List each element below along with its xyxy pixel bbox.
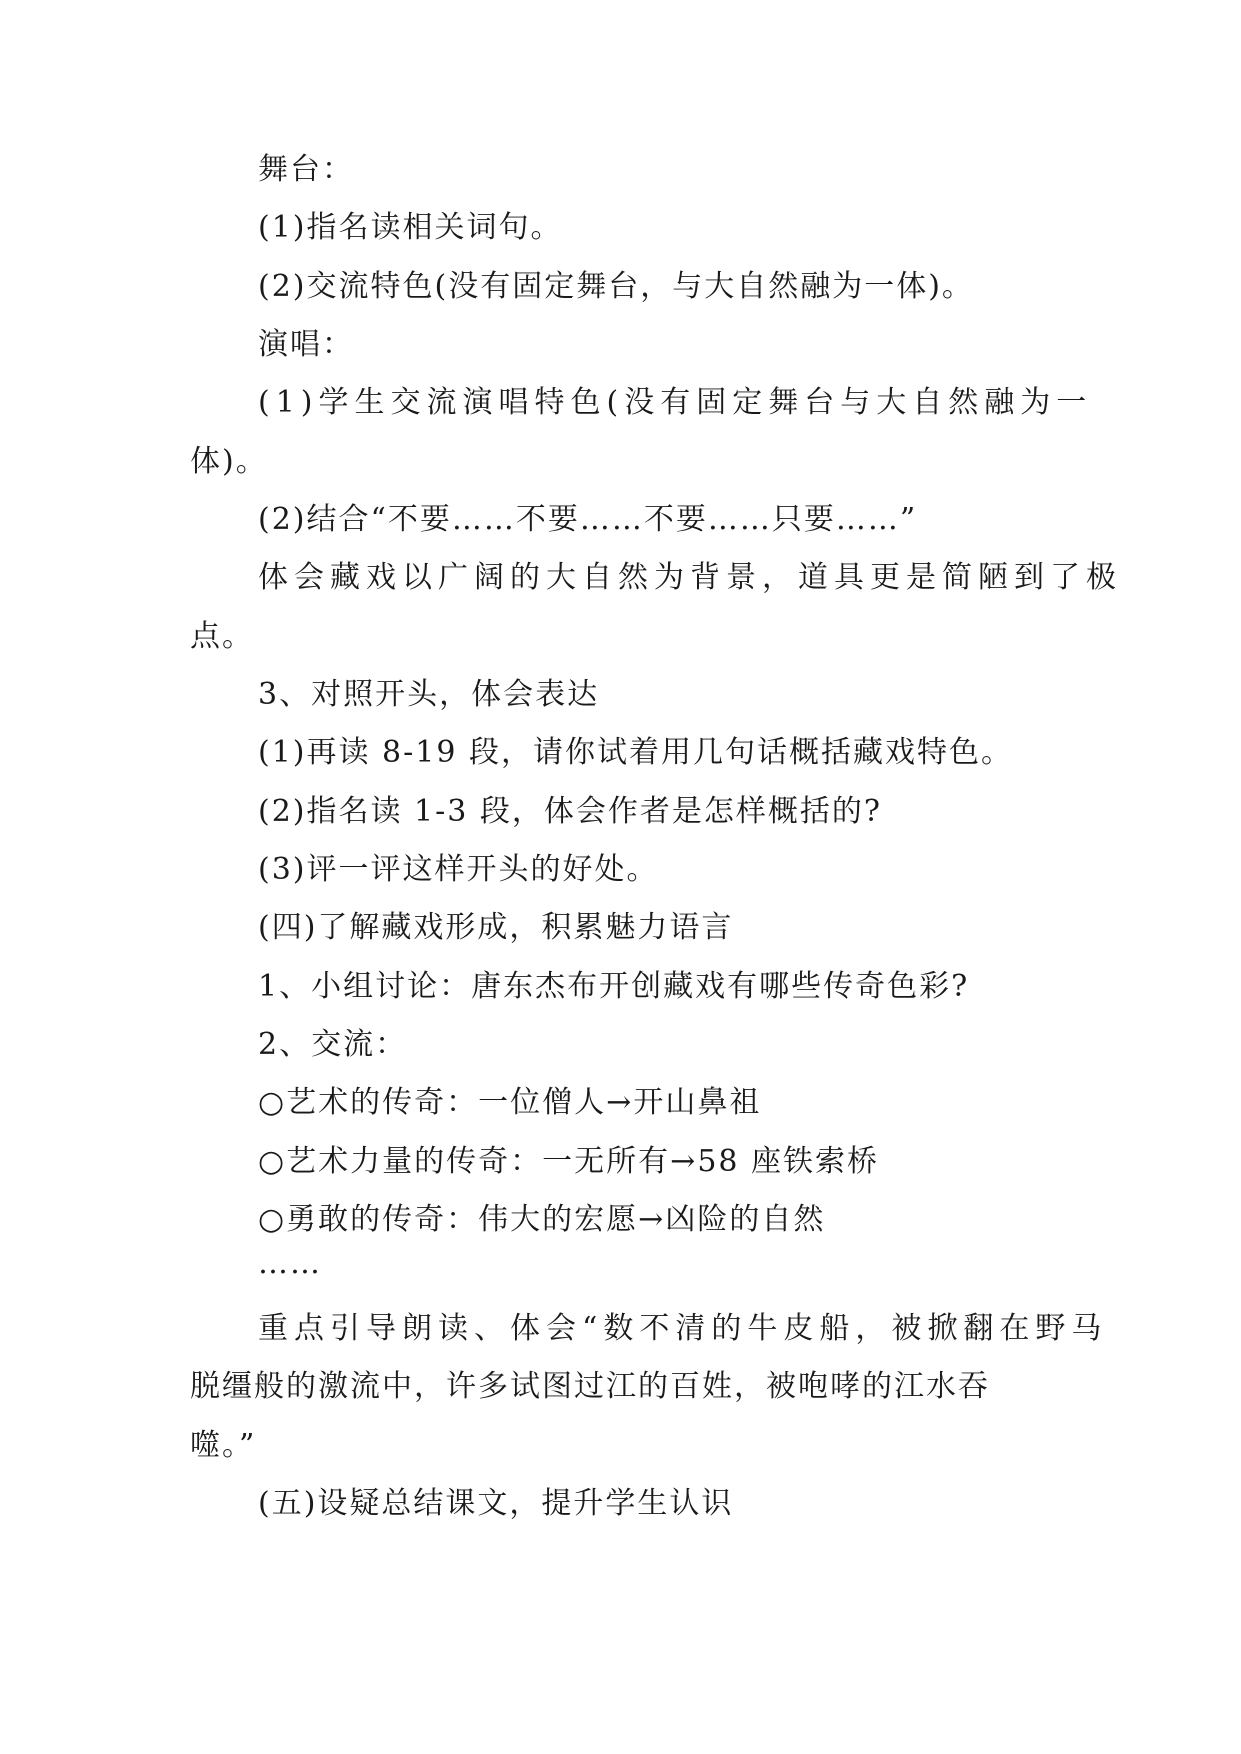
paragraph: 2、交流：: [258, 1027, 408, 1062]
list-item: ○艺术的传奇：一位僧人→开山鼻祖: [258, 1085, 762, 1120]
paragraph: 1、小组讨论：唐东杰布开创藏戏有哪些传奇色彩?: [258, 969, 970, 1004]
section-heading: (五)设疑总结课文，提升学生认识: [258, 1486, 734, 1521]
paragraph-continuation: 点。: [190, 619, 254, 654]
paragraph: (2)指名读 1-3 段，体会作者是怎样概括的?: [258, 794, 882, 829]
paragraph: (2)结合“不要……不要……不要……只要……”: [258, 502, 918, 537]
heading-singing: 演唱：: [258, 327, 354, 362]
paragraph: (1)再读 8-19 段，请你试着用几句话概括藏戏特色。: [258, 735, 1013, 770]
paragraph-continuation: 噬。”: [190, 1428, 257, 1463]
paragraph-continuation: 体)。: [190, 444, 268, 479]
paragraph: (1)学生交流演唱特色(没有固定舞台与大自然融为一: [258, 385, 1093, 420]
paragraph: (1)指名读相关词句。: [258, 210, 563, 245]
section-heading: (四)了解藏戏形成，积累魅力语言: [258, 910, 734, 945]
paragraph: (3)评一评这样开头的好处。: [258, 852, 659, 887]
paragraph-continuation: 脱缰般的激流中，许多试图过江的百姓，被咆哮的江水吞: [190, 1369, 990, 1404]
paragraph: 重点引导朗读、体会“数不清的牛皮船，被掀翻在野马: [258, 1311, 1108, 1346]
heading-stage: 舞台：: [258, 152, 354, 187]
list-item: ○勇敢的传奇：伟大的宏愿→凶险的自然: [258, 1202, 826, 1237]
list-item: ○艺术力量的传奇：一无所有→58 座铁索桥: [258, 1144, 880, 1179]
ellipsis: ……: [258, 1246, 322, 1281]
paragraph: (2)交流特色(没有固定舞台，与大自然融为一体)。: [258, 269, 974, 304]
section-heading: 3、对照开头，体会表达: [258, 677, 600, 712]
paragraph: 体会藏戏以广阔的大自然为背景，道具更是简陋到了极: [258, 560, 1122, 595]
